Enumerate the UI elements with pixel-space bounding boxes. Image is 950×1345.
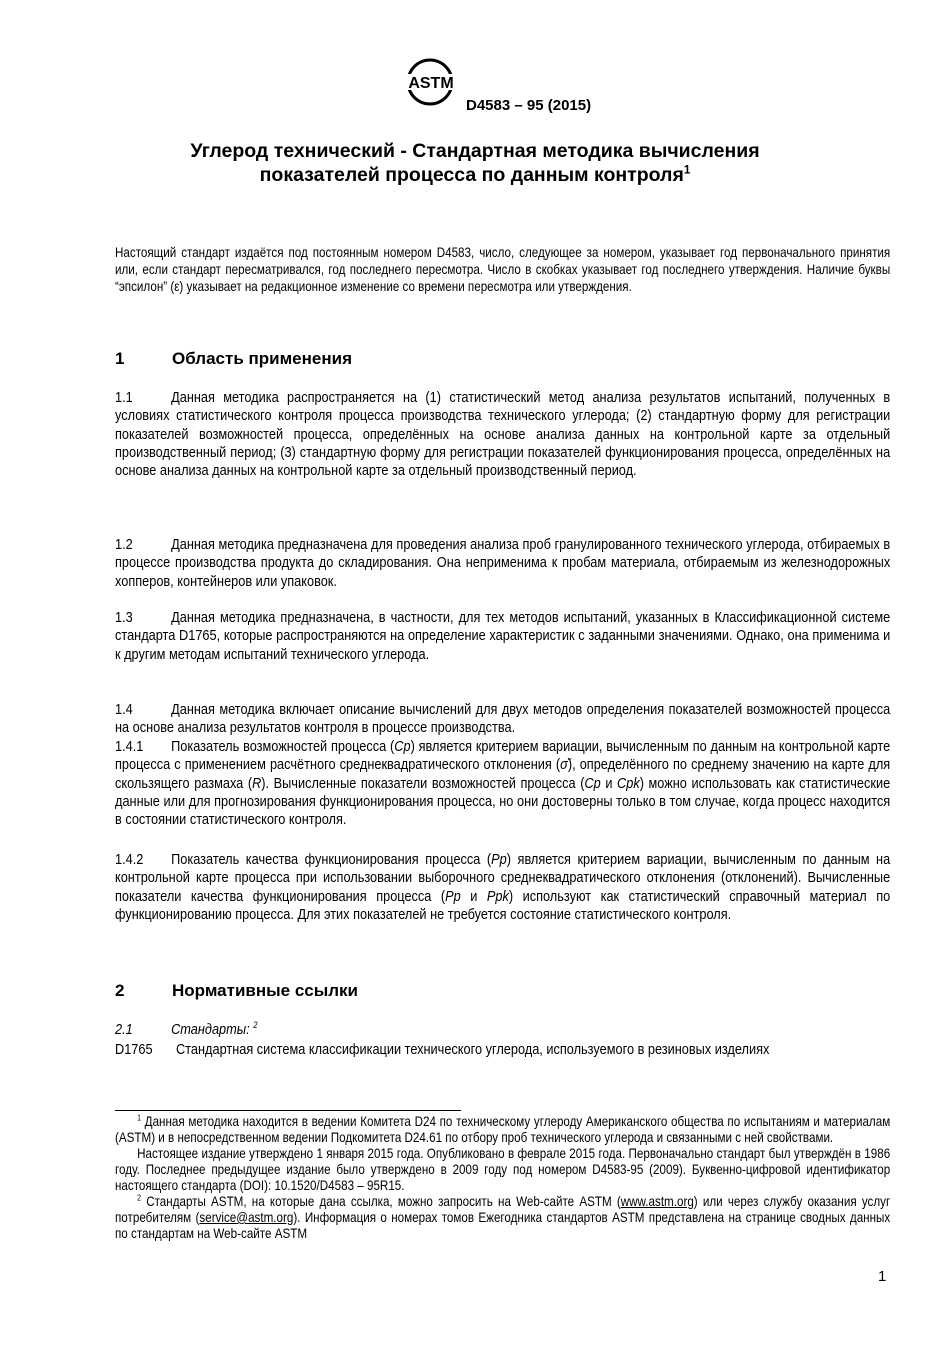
footnote-ref[interactable]: 1 — [683, 163, 691, 177]
footnote-1-continued: Настоящее издание утверждено 1 января 2015 года. Опубликовано в феврале 2015 года. Первоначально стандарт был утверждён в 1986 году. Последнее предыдущее издание было утверждено в 2009 году под номером D4583-95 (2009). Буквенно-цифровой идентификатор настоящего стандарта (DOI): 10.1520/D4583 – 95R15. — [115, 1146, 891, 1193]
astm-logo — [400, 55, 462, 109]
section-1-heading: 1 Область применения — [115, 349, 353, 368]
subsection-2-1: 2.1 Стандарты: $^2$ — [115, 1020, 258, 1038]
footnote-ref[interactable]: 2 — [253, 1020, 258, 1030]
page-number: 1 — [878, 1268, 887, 1285]
title-line-2: показателей процесса по данным контроля — [259, 164, 684, 186]
astm-website-link[interactable]: www.astm.org — [620, 1194, 694, 1209]
footnotes — [115, 1114, 890, 1242]
service-email-link[interactable]: service@astm.org — [199, 1210, 294, 1225]
footnote-2: $^2$ Стандарты ASTM, на которые дана ссылка, можно запросить на Web-сайте ASTM (www.astm.org) или через службу оказания услуг потребителям (service@astm.org). Информация о номерах томов Ежегодника стандартов ASTM представлена на странице сводных данных по стандартам на Web-сайте ASTM — [115, 1193, 891, 1241]
paragraph-1-3: 1.3 Данная методика предназначена, в частности, для тех методов испытаний, указанных в Классификационной системе стандарта D1765, которые распространяются на определение характеристик с заданными значениями. Однако, она применима и к другим методам испытаний технического углерода. — [115, 609, 891, 663]
paragraph-1-4: 1.4 Данная методика включает описание вычислений для двух методов определения показателей возможностей процесса на основе анализа результатов контроля в процессе производства. — [115, 701, 891, 737]
ref-text: Стандартная система классификации технического углерода, используемого в резиновых изделиях — [176, 1041, 770, 1058]
footnote-divider — [115, 1110, 461, 1111]
logo-text: ASTM — [408, 75, 454, 92]
paragraph-1-4-2: 1.4.2 Показатель качества функционирования процесса (Pp) является критерием вариации, вычисленным по данным на контрольной карте процесса при использовании выборочного среднеквадратического отклонения (отклонений). Вычисленные показатели качества функционирования процесса (Pp и Ppk) используют как статистический справочный материал по функционированию процесса. Для этих показателей не требуется состояние статистического контроля. — [115, 851, 891, 923]
footnote-1: $^1$ Данная методика находится в ведении Комитета D24 по техническому углероду Американского общества по испытаниям и материалам (ASTM) и в непосредственном ведении Подкомитета D24.61 по отбору проб технического углерода и связанными с ней свойствами. — [115, 1113, 891, 1145]
title-line-1: Углерод технический - Стандартная методика вычисления — [190, 140, 760, 162]
intro-paragraph: Настоящий стандарт издаётся под постоянным номером D4583, число, следующее за номером, указывает год первоначального принятия или, если стандарт пересматривался, год последнего пересмотра. Число в скобках указывает год последнего утверждения. Наличие буквы “эпсилон” (ε) указывает на редакционное изменение со времени пересмотра или утверждения. — [115, 245, 891, 295]
paragraph-1-2: 1.2 Данная методика предназначена для проведения анализа проб гранулированного технического углерода, отбираемых в процессе производства продукта до складирования. Она неприменима к пробам материала, отбираемым из железнодорожных хопперов, контейнеров или упаковок. — [115, 536, 891, 590]
paragraph-1-1: 1.1 Данная методика распространяется на (1) статистический метод анализа результатов испытаний, полученных в условиях статистического контроля процесса производства технического углерода; (2) стандартную форму для регистрации показателей возможностей процесса, определённых на основе анализа данных на контрольной карте за отдельный производственный период; (3) стандартную форму для регистрации показателей функционирования процесса, определённых на основе анализа данных на контрольной карте за отдельный производственный период. — [115, 389, 891, 480]
ref-code: D1765 — [115, 1041, 153, 1058]
page-title — [0, 139, 950, 187]
designation: D4583 – 95 (2015) — [466, 97, 592, 114]
paragraph-1-4-1: 1.4.1 Показатель возможностей процесса (Cp) является критерием вариации, вычисленным по данным на контрольной карте процесса с применением расчётного среднеквадратического отклонения (σ̆), определённого по среднему значению на карте для скользящего размаха (R). Вычисленные показатели возможностей процесса (Cp и Cpk) можно использовать как статистические данные или для прогнозирования функционирования процесса, но они достоверны только в том случае, когда процесс находится в состоянии статистического контроля. — [115, 738, 891, 829]
section-2-heading: 2 Нормативные ссылки — [115, 981, 359, 1000]
